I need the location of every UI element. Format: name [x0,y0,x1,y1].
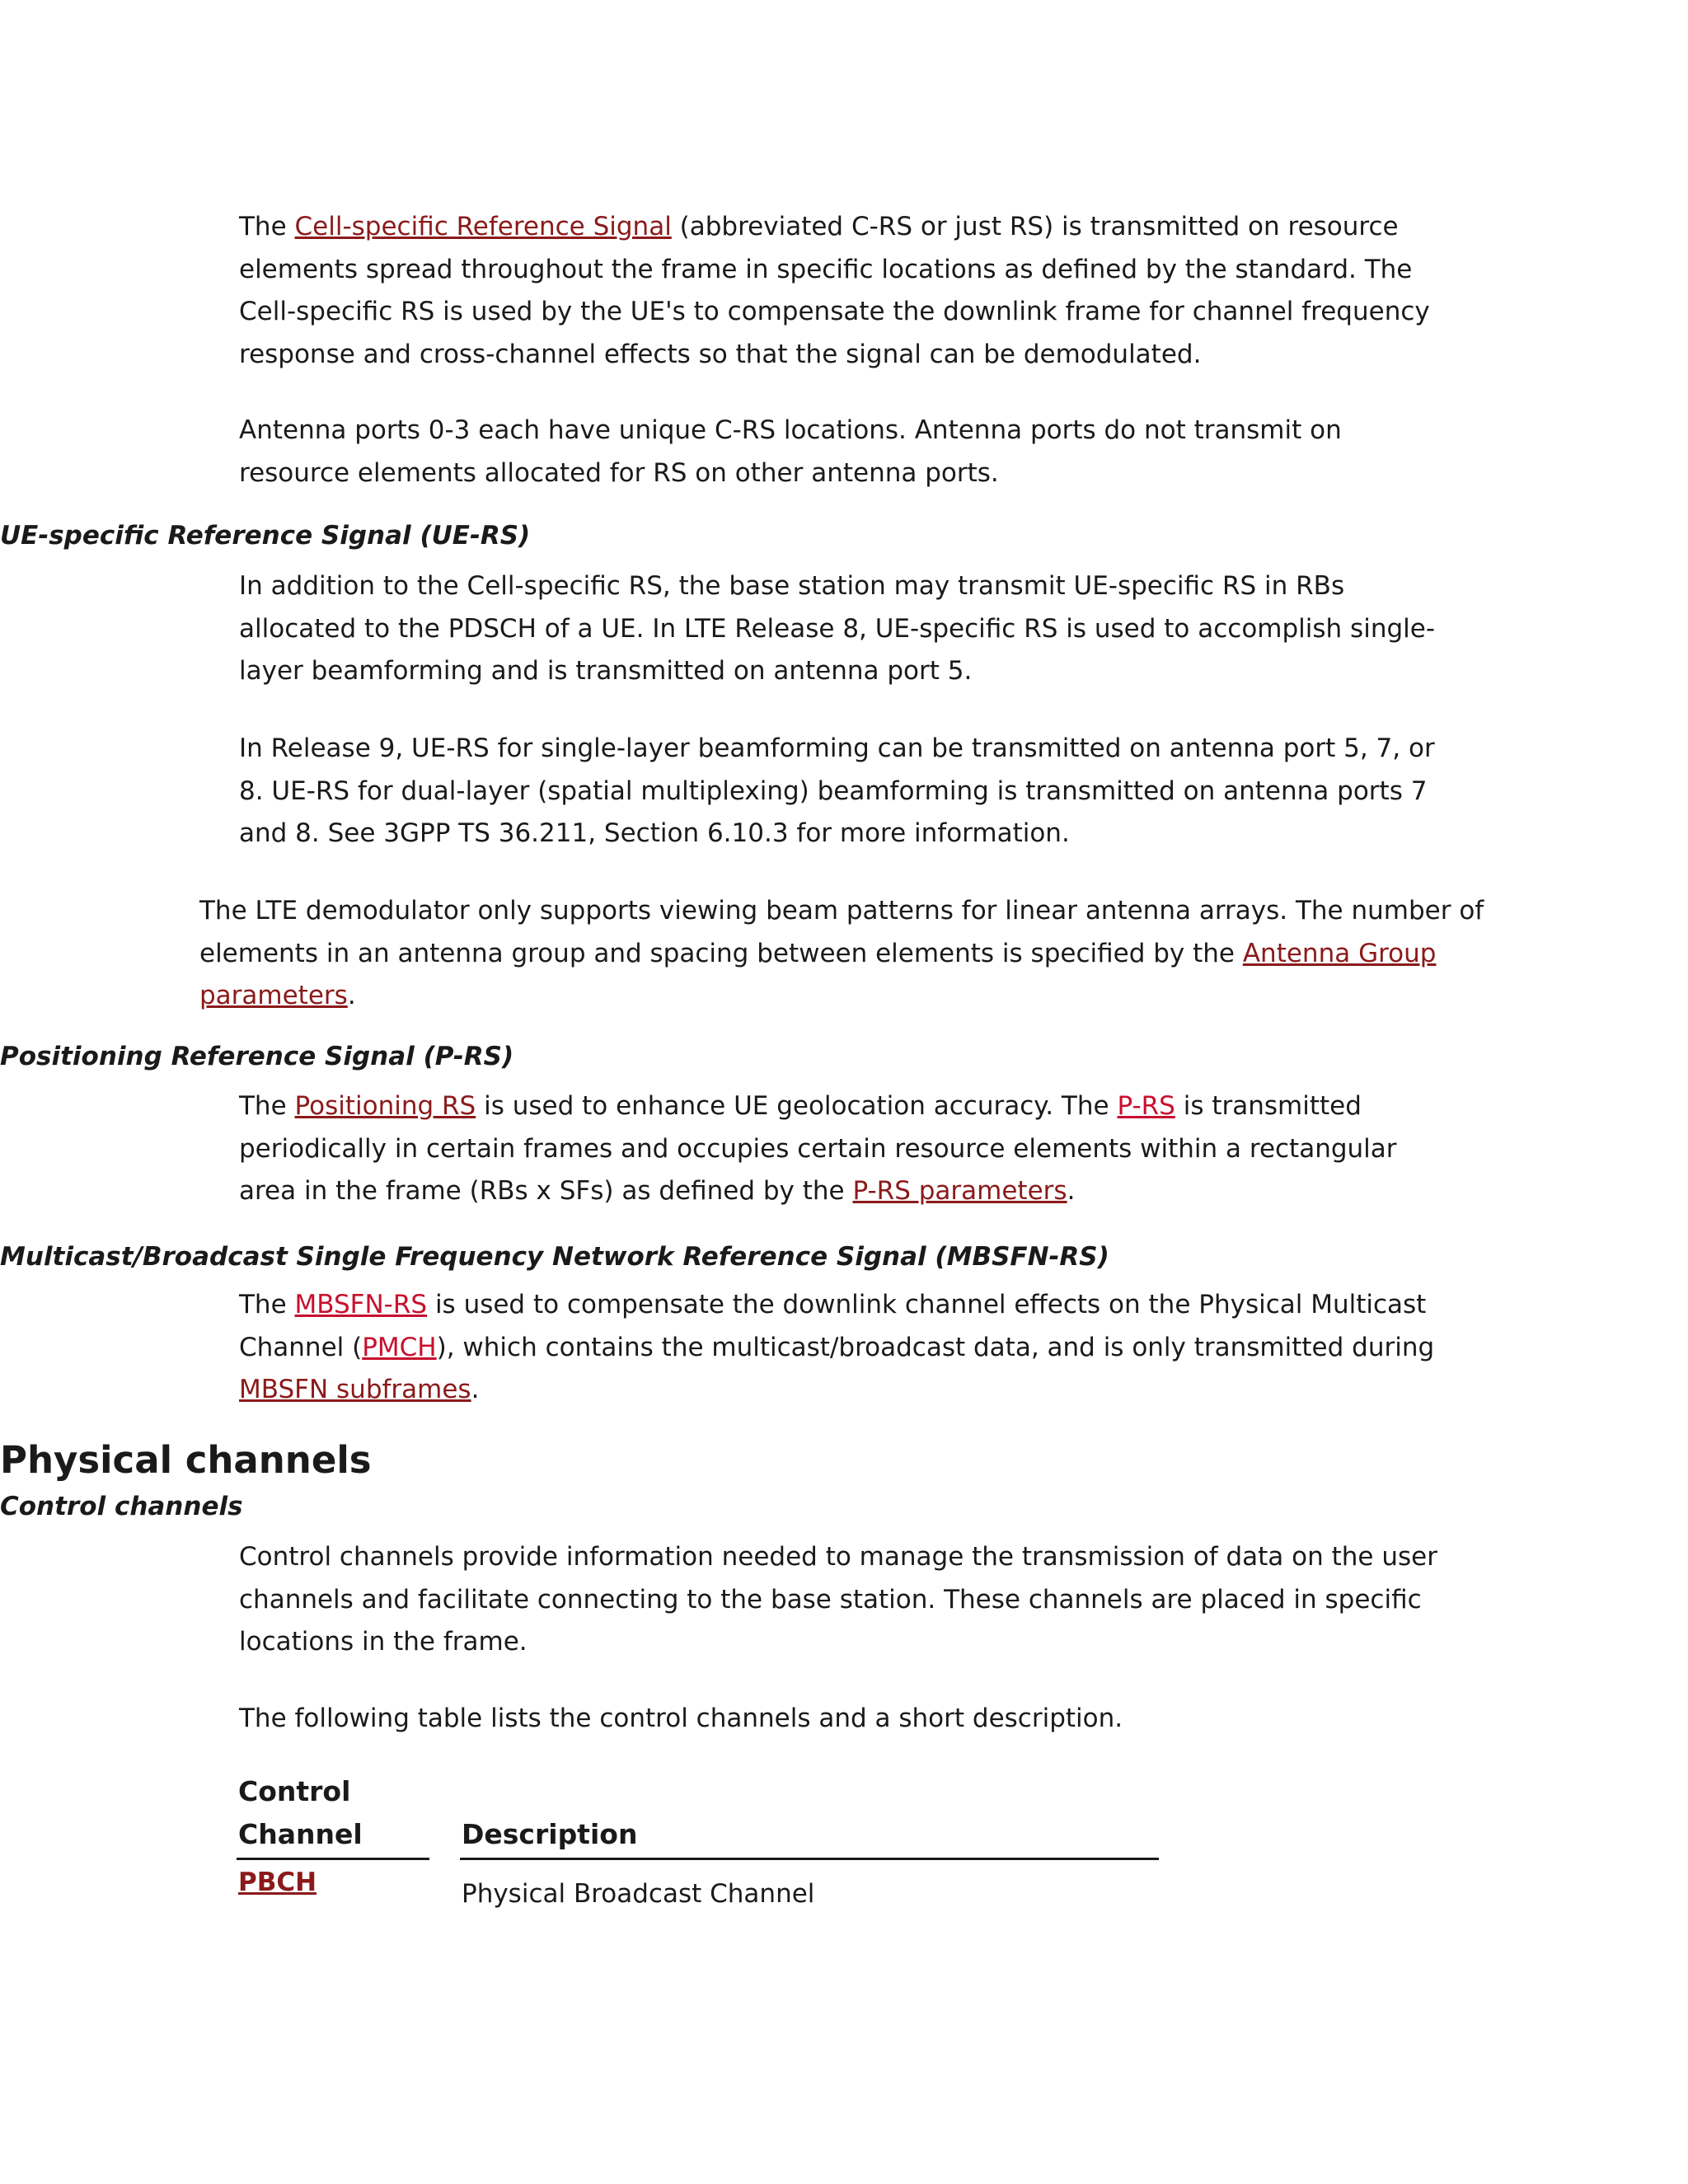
cell-specific-reference-signal-link[interactable]: Cell-specific Reference Signal [294,212,672,241]
pbch-link[interactable]: PBCH [238,1868,317,1897]
antenna-ports-paragraph: Antenna ports 0-3 each have unique C-RS locations. Antenna ports do not transmit on resource elements allocated for RS on other antenna ports. [239,415,1342,488]
mbsfn-text-post: . [471,1375,480,1404]
ue-rs-heading: UE-specific Reference Signal (UE-RS) [0,521,531,551]
crs-text-pre: The [239,212,295,241]
mbsfn-subframes-link[interactable]: MBSFN subframes [239,1375,471,1404]
control-channels-heading: Control channels [0,1492,243,1521]
ue-rs-paragraph-2: In Release 9, UE-RS for single-layer beamforming can be transmitted on antenna port 5, 7, or 8. UE-RS for dual-layer (spatial multiplexing) beamforming is transmitted on antenna ports 7 and 8. See 3GPP TS 36.211, Section 6.10.3 for more information. [239,733,1435,848]
prs-heading: Positioning Reference Signal (P-RS) [0,1042,514,1071]
prs-paragraph [239,1085,1459,1213]
table-header-description: Description [460,1813,1159,1860]
p-rs-parameters-link[interactable]: P-RS parameters [852,1176,1067,1206]
mbsfn-text-pre: The [239,1290,295,1319]
mbsfn-rs-heading: Multicast/Broadcast Single Frequency Network Reference Signal (MBSFN-RS) [0,1242,1109,1272]
table-row [238,1864,316,1900]
mbsfn-paragraph [239,1284,1459,1412]
mbsfn-text-mid2: ), which contains the multicast/broadcast data, and is only transmitted during [436,1332,1435,1362]
prs-text-post: . [1067,1176,1076,1206]
beam-pattern-paragraph [199,890,1485,1018]
table-intro-paragraph: The following table lists the control channels and a short description. [239,1704,1123,1733]
ue-rs-paragraph-1: In addition to the Cell-specific RS, the base station may transmit UE-specific RS in RBs allocated to the PDSCH of a UE. In LTE Release 8, UE-specific RS is used to accomplish single-layer beamforming and is transmitted on antenna port 5. [239,571,1436,686]
prs-text-mid1: is used to enhance UE geolocation accuracy. The [476,1091,1118,1121]
mbsfn-rs-link[interactable]: MBSFN-RS [294,1290,428,1319]
table-header-control-channel: Control Channel [237,1770,429,1860]
positioning-rs-link[interactable]: Positioning RS [294,1091,476,1121]
crs-paragraph [239,206,1459,376]
crs-text-post: (abbreviated C-RS or just RS) is transmitted on resource elements spread throughout the frame in specific locations as defined by the standard. The Cell-specific RS is used by the UE's to compensate the downlink frame for channel frequency response and cross-channel effects so that the signal can be demodulated. [239,212,1430,369]
physical-channels-title: Physical channels [0,1438,372,1482]
pmch-link[interactable]: PMCH [362,1332,437,1362]
beam-text-pre: The LTE demodulator only supports viewing beam patterns for linear antenna arrays. The number of elements in an antenna group and spacing between elements is specified by the [199,896,1484,968]
beam-text-post: . [347,981,356,1010]
p-rs-link[interactable]: P-RS [1117,1091,1175,1121]
table-cell-description: Physical Broadcast Channel [462,1879,815,1909]
prs-text-pre: The [239,1091,295,1121]
mbsfn-text-mid1: is used to compensate the downlink channel effects on the Physical Multicast Channel ( [239,1290,1427,1362]
control-channels-paragraph: Control channels provide information needed to manage the transmission of data on the user channels and facilitate connecting to the base station. These channels are placed in specific locations in the frame. [239,1542,1437,1657]
antenna-group-parameters-link[interactable]: Antenna Group parameters [199,938,1437,1010]
prs-text-mid2: is transmitted periodically in certain frames and occupies certain resource elements within a rectangular area in the frame (RBs x SFs) as defined by the [239,1091,1397,1206]
